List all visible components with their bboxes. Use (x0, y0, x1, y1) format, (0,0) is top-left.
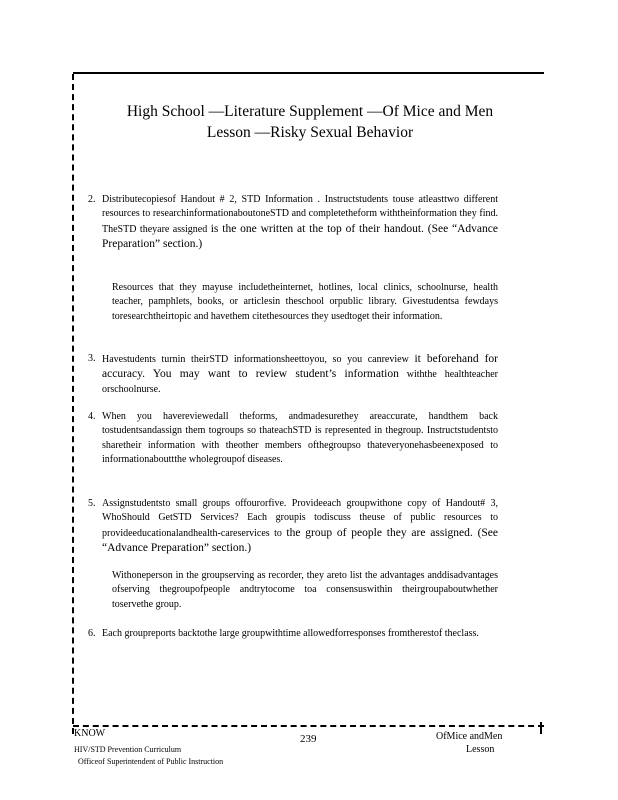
instruction-item-3 (88, 352, 498, 397)
right-dashed-tick (540, 722, 542, 734)
instruction-item-2 (88, 193, 498, 253)
instruction-item-6 (88, 627, 498, 641)
page-subtitle: Lesson —Risky Sexual Behavior (206, 124, 414, 141)
item-text-emphasis: the group of people they are assigned. (See “Advance Preparation” section.) (102, 526, 498, 555)
item-number: 5. (88, 498, 96, 509)
instruction-item-5-recorder (88, 569, 498, 612)
top-rule (73, 72, 544, 74)
item-number: 4. (88, 411, 96, 422)
footer-curriculum: HIV/STD Prevention Curriculum (74, 745, 182, 754)
page-title: High School —Literature Supplement —Of Mice and Men (126, 103, 494, 120)
item-text: Havestudents turnin theirSTD informationsheettoyou, so you canreview (102, 354, 409, 365)
item-number: 2. (88, 194, 96, 205)
instruction-item-5 (88, 497, 498, 557)
footer-know: KNOW (74, 728, 106, 739)
item-text: Withoneperson in the groupserving as recorder, they areto list the advantages anddisadvantages ofserving thegroupofpeople andtrytocome toa consensuswithin theirgroupaboutwhether toservethe group. (112, 570, 498, 610)
left-dashed-border (72, 74, 74, 734)
footer-office: Officeof Superintendent of Public Instruction (78, 757, 224, 766)
item-text: When you havereviewedall theforms, andmadesurethey areaccurate, handthem back tostudentsandassign them togroups so thateachSTD is represented in thegroup. Instructstudentsto sharetheir information with theother members ofthegroupso thateveryonehasbeenexposed to informationabouttthe wholegroupof diseases. (102, 411, 498, 466)
instruction-item-2-resources (88, 281, 498, 324)
item-number: 6. (88, 628, 96, 639)
bottom-dashed-border (73, 725, 544, 727)
item-text: Assignstudentsto small groups offourorfive. Provideeach groupwithone copy of Handout# 3, WhoShould GetSTD Services? Each groupis todiscuss theuse of public resources to provideeducationalandhealth-careservices to (102, 498, 498, 539)
footer-book-title: OfMice andMen (436, 731, 503, 742)
item-number: 3. (88, 353, 96, 364)
item-text-emphasis: is the one written at the top of their handout. (See “Advance Preparation” section.) (102, 222, 498, 251)
item-text: Resources that they mayuse includetheinternet, hotlines, local clinics, schoolnurse, health teacher, pamphlets, books, or articlesin theschool orpublic library. Givestudentsa fewdays toresearchtheirtopic and havethem citethesources they usedtoget their information. (112, 282, 498, 322)
page-number: 239 (300, 733, 317, 745)
item-text-continued: withthe healthteacher orschoolnurse. (102, 369, 498, 395)
footer-lesson: Lesson (466, 744, 495, 755)
instruction-item-4 (88, 410, 498, 468)
item-text-emphasis: it beforehand for accuracy. You may want to review student’s information (102, 353, 498, 381)
item-text: Distributecopiesof Handout # 2, STD Information . Instructstudents touse atleasttwo different resources to researchinformationaboutoneSTD and completetheform withtheinformation they find. TheSTD theyare assigned (102, 194, 498, 235)
item-text: Each groupreports backtothe large groupwithtime allowedforresponses fromtherestof theclass. (102, 628, 479, 639)
